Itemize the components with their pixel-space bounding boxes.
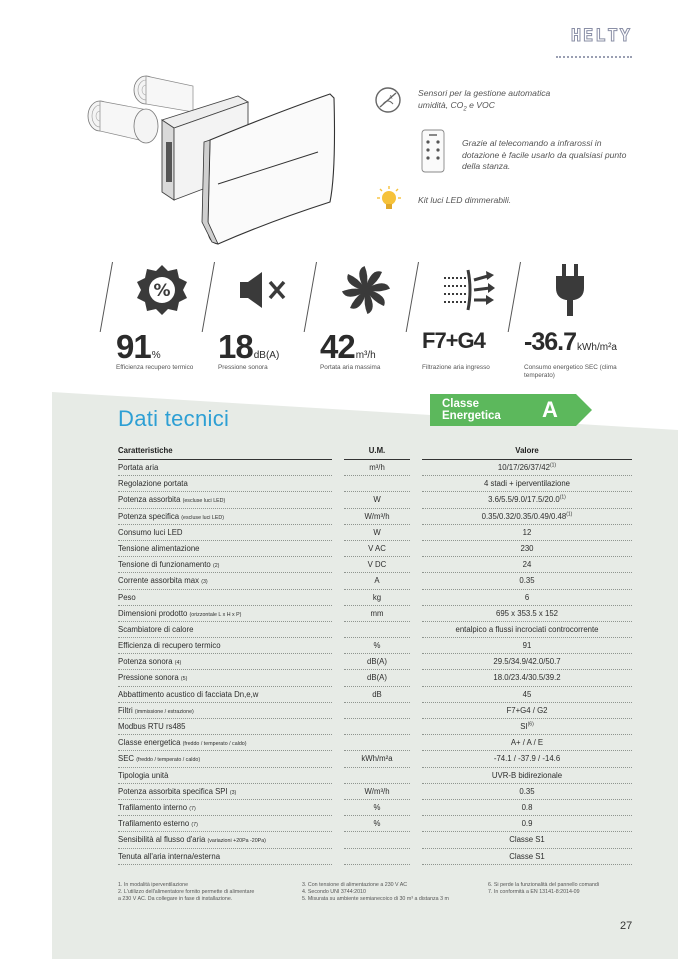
- row-value: entalpico a flussi incrociati controcorrente: [455, 624, 599, 634]
- row-unit: kg: [344, 590, 410, 606]
- row-characteristic-name: Tensione di funzionamento: [118, 560, 211, 570]
- row-characteristic-name: Tensione alimentazione: [118, 543, 200, 553]
- row-value: 0.35: [519, 576, 535, 586]
- table-row: [118, 751, 632, 767]
- row-characteristic-note: (immissione / estrazione): [134, 708, 194, 715]
- row-characteristic-note: (7): [189, 805, 196, 812]
- table-row: [118, 606, 632, 622]
- row-characteristic-name: Potenza sonora: [118, 657, 173, 667]
- row-value: 29.5/34.9/42.0/50.7: [493, 657, 561, 667]
- row-characteristic-name: Peso: [118, 592, 136, 602]
- table-row: [118, 784, 632, 800]
- row-characteristic-note: (4): [174, 660, 182, 667]
- row-value: F7+G4 / G2: [506, 705, 548, 715]
- row-value: 0.35: [519, 786, 535, 796]
- feature-led-text: Kit luci LED dimmerabili.: [418, 195, 512, 205]
- table-row: [118, 849, 632, 865]
- row-value-cell: [422, 768, 632, 784]
- row-characteristic: [118, 590, 332, 606]
- row-value-cell: [422, 573, 632, 589]
- table-row: [118, 557, 632, 573]
- row-value: 230: [520, 543, 534, 553]
- table-row: [118, 460, 632, 476]
- stat-filtration-value: F7+G4: [422, 328, 485, 353]
- row-characteristic: [118, 476, 332, 492]
- row-value: -74.1 / -37.9 / -14.6: [493, 754, 561, 764]
- table-header: [118, 443, 632, 460]
- row-characteristic: [118, 492, 332, 508]
- row-value: 18.0/23.4/30.5/39.2: [493, 673, 561, 683]
- row-characteristic-name: Potenza assorbita: [118, 495, 181, 505]
- footnotes-col-2: [302, 882, 492, 904]
- row-characteristic-name: Sensibilità al flusso d'aria: [118, 835, 206, 845]
- row-value-cell: [422, 849, 632, 865]
- row-value-cell: [422, 687, 632, 703]
- row-characteristic: [118, 638, 332, 654]
- row-value-cell: [422, 590, 632, 606]
- stat-energy: [520, 260, 640, 380]
- filter-airflow-icon: [440, 262, 496, 318]
- stat-efficiency: [112, 260, 214, 380]
- row-characteristic: [118, 622, 332, 638]
- row-unit: A: [344, 573, 410, 589]
- row-characteristic: [118, 557, 332, 573]
- row-characteristic-name: Potenza assorbita specifica SPI: [118, 786, 228, 796]
- table-row: [118, 509, 632, 525]
- row-characteristic-name: Efficienza di recupero termico: [118, 641, 221, 651]
- footnote: 2. L'utilizzo dell'alimentatore fornito permette di alimentare: [118, 889, 255, 896]
- row-characteristic: [118, 573, 332, 589]
- row-value-cell: [422, 541, 632, 557]
- technical-data-table: [118, 443, 632, 865]
- row-value-note: (1): [559, 494, 566, 501]
- footnote: 1. In modalità iperventilazione: [118, 882, 189, 888]
- footnote: 7. In conformità a EN 13141-8:2014-09: [488, 889, 580, 896]
- row-characteristic-note: (3): [201, 579, 208, 586]
- energy-class-label-line2: Energetica: [442, 410, 501, 422]
- stat-noise-desc: Pressione sonora: [218, 364, 268, 371]
- row-unit: W/m³/h: [344, 784, 410, 800]
- row-characteristic-name: Trafilamento esterno: [118, 819, 190, 829]
- header-unit: U.M.: [344, 443, 410, 460]
- row-value-cell: [422, 832, 632, 848]
- remote-control-icon: [418, 128, 448, 174]
- row-characteristic: [118, 460, 332, 476]
- row-unit: W: [344, 492, 410, 508]
- stat-noise-unit: dB(A): [253, 350, 280, 361]
- footnote: a 230 V AC. Da collegare in fase di installazione.: [118, 896, 233, 903]
- row-value-note: (1): [566, 510, 573, 517]
- row-value: 0.35/0.32/0.35/0.49/0.48: [481, 511, 567, 521]
- row-characteristic-name: Portata aria: [118, 463, 159, 472]
- light-bulb-icon: [374, 184, 404, 214]
- row-characteristic-name: Regolazione portata: [118, 479, 188, 489]
- table-row: [118, 492, 632, 508]
- row-value: 695 x 353.5 x 152: [496, 608, 558, 618]
- row-value: 45: [522, 689, 532, 699]
- table-row: [118, 832, 632, 848]
- feature-sensors-text: Sensori per la gestione automatica umidità, CO: [418, 88, 551, 110]
- fan-icon: [338, 262, 394, 318]
- row-value-cell: [422, 622, 632, 638]
- row-value: SI: [520, 722, 528, 731]
- row-characteristic: [118, 541, 332, 557]
- table-row: [118, 638, 632, 654]
- table-row: [118, 541, 632, 557]
- row-value-cell: [422, 751, 632, 767]
- row-characteristic-note: (3): [229, 789, 237, 796]
- row-characteristic-note: (2): [212, 563, 220, 570]
- row-characteristic-name: Potenza specifica: [118, 511, 180, 521]
- row-value: UVR-B bidirezionale: [491, 770, 563, 780]
- row-characteristic: [118, 606, 332, 622]
- row-unit: [344, 832, 410, 848]
- footnote: 4. Secondo UNI 3744:2010: [302, 889, 366, 896]
- feature-led: [418, 195, 578, 207]
- row-unit: V AC: [344, 541, 410, 557]
- co2-subscript: 2: [463, 106, 467, 113]
- row-unit: [344, 849, 410, 865]
- header-characteristics: Caratteristiche: [118, 443, 332, 460]
- row-characteristic-note: (escluse luci LED): [181, 514, 224, 521]
- stat-energy-value: -36.7: [524, 328, 576, 356]
- row-value-cell: [422, 606, 632, 622]
- product-illustration: [78, 72, 348, 254]
- feature-sensors-tail: e VOC: [466, 99, 495, 110]
- row-value: Classe S1: [509, 851, 545, 861]
- row-unit: [344, 719, 410, 735]
- table-row: [118, 816, 632, 832]
- row-unit: [344, 622, 410, 638]
- row-value-cell: [422, 703, 632, 719]
- row-characteristic-name: Abbattimento acustico di facciata Dn,e,w: [118, 689, 259, 699]
- row-value: 4 stadi + iperventilazione: [483, 479, 571, 489]
- table-row: [118, 687, 632, 703]
- row-value-cell: [422, 460, 632, 476]
- table-row: [118, 703, 632, 719]
- row-unit: [344, 703, 410, 719]
- row-characteristic: [118, 670, 332, 686]
- table-body: [118, 460, 632, 865]
- row-characteristic: [118, 784, 332, 800]
- stat-airflow-desc: Portata aria massima: [320, 364, 381, 371]
- row-value-cell: [422, 670, 632, 686]
- row-value-cell: [422, 719, 632, 735]
- row-value: 10/17/26/37/42: [497, 463, 550, 472]
- row-unit: W: [344, 525, 410, 541]
- svg-text:A: A: [389, 95, 393, 101]
- footnote: 3. Con tensione di alimentazione a 230 V AC: [302, 882, 408, 888]
- row-value-cell: [422, 735, 632, 751]
- row-characteristic-name: Tipologia unità: [118, 770, 169, 780]
- row-characteristic-note: (5): [180, 676, 188, 683]
- stat-airflow-value: 42: [320, 328, 355, 365]
- row-characteristic: [118, 849, 332, 865]
- row-characteristic-name: Filtri: [118, 705, 133, 715]
- row-value: 6: [524, 592, 530, 602]
- row-characteristic-note: (7): [191, 822, 198, 829]
- row-unit: [344, 735, 410, 751]
- row-unit: [344, 476, 410, 492]
- row-characteristic: [118, 525, 332, 541]
- row-value-note: (6): [527, 721, 534, 728]
- row-characteristic: [118, 800, 332, 816]
- stat-filtration-desc: Filtrazione aria ingresso: [422, 364, 490, 371]
- section-title: Dati tecnici: [118, 406, 230, 431]
- row-characteristic: [118, 735, 332, 751]
- row-unit: mm: [344, 606, 410, 622]
- stat-airflow-unit: m³/h: [355, 350, 376, 361]
- row-unit: dB(A): [344, 670, 410, 686]
- energy-class-label: [442, 398, 501, 422]
- row-unit: dB(A): [344, 654, 410, 670]
- no-smell-sensor-icon: [374, 86, 402, 114]
- table-row: [118, 525, 632, 541]
- svg-text:%: %: [153, 281, 171, 301]
- stat-airflow: [316, 260, 418, 380]
- row-value-cell: [422, 509, 632, 525]
- energy-class-label-line1: Classe: [442, 398, 480, 410]
- row-value: 91: [522, 641, 532, 651]
- table-row: [118, 800, 632, 816]
- stat-noise-value: 18: [218, 328, 253, 365]
- row-value-cell: [422, 492, 632, 508]
- brand-logo: HELTY: [570, 26, 632, 46]
- row-characteristic-name: Pressione sonora: [118, 673, 179, 683]
- row-characteristic-note: (escluse luci LED): [182, 498, 226, 505]
- row-value-cell: [422, 784, 632, 800]
- stat-efficiency-value: 91: [116, 328, 151, 365]
- stat-efficiency-unit: %: [151, 350, 161, 361]
- row-characteristic: [118, 768, 332, 784]
- row-value-cell: [422, 557, 632, 573]
- row-characteristic-name: Scambiatore di calore: [118, 624, 194, 634]
- row-value: Classe S1: [509, 835, 545, 845]
- speaker-mute-icon: [236, 262, 292, 318]
- stat-energy-unit: kWh/m²a: [576, 342, 617, 353]
- row-value: 3.6/5.5/9.0/17.5/20.0: [488, 495, 560, 505]
- stat-noise: [214, 260, 316, 380]
- row-unit: dB: [344, 687, 410, 703]
- row-characteristic-name: Tenuta all'aria interna/esterna: [118, 851, 221, 861]
- stat-energy-desc: Consumo energetico SEC (clima temperato): [524, 364, 617, 379]
- row-unit: %: [344, 816, 410, 832]
- row-characteristic-name: Trafilamento interno: [118, 802, 188, 812]
- row-unit: W/m³/h: [344, 509, 410, 525]
- energy-class-badge: [430, 394, 592, 426]
- header-value: Valore: [422, 443, 632, 460]
- logo-dots-divider: [556, 56, 632, 58]
- table-row: [118, 590, 632, 606]
- footnote: 6. Si perde la funzionalità del pannello comandi: [488, 882, 600, 888]
- row-unit: %: [344, 638, 410, 654]
- table-row: [118, 654, 632, 670]
- row-characteristic-name: SEC: [118, 754, 135, 764]
- row-unit: [344, 768, 410, 784]
- row-value-cell: [422, 800, 632, 816]
- row-characteristic: [118, 832, 332, 848]
- energy-class-letter: A: [542, 397, 558, 422]
- table-row: [118, 719, 632, 735]
- footnotes-col-1: [118, 882, 298, 904]
- row-value-note: (1): [549, 462, 557, 469]
- row-characteristic-note: (variazioni +20Pa -20Pa): [207, 838, 266, 845]
- stat-efficiency-desc: Efficienza recupero termico: [116, 364, 194, 371]
- power-plug-icon: [542, 262, 598, 318]
- row-characteristic: [118, 816, 332, 832]
- row-characteristic: [118, 719, 332, 735]
- row-value-cell: [422, 476, 632, 492]
- row-value: 0.9: [521, 819, 533, 829]
- row-unit: V DC: [344, 557, 410, 573]
- key-stats-row: [112, 260, 640, 380]
- row-characteristic: [118, 687, 332, 703]
- row-characteristic-note: (freddo / temperato / caldo): [182, 741, 247, 748]
- row-value-cell: [422, 638, 632, 654]
- table-row: [118, 573, 632, 589]
- row-characteristic-name: Corrente assorbita max: [118, 576, 200, 586]
- row-characteristic-name: Dimensioni prodotto: [118, 608, 188, 618]
- row-value-cell: [422, 816, 632, 832]
- row-unit: kWh/m²a: [344, 751, 410, 767]
- feature-sensors: [418, 88, 558, 116]
- row-value-cell: [422, 525, 632, 541]
- table-row: [118, 735, 632, 751]
- table-row: [118, 476, 632, 492]
- stat-filtration: [418, 260, 520, 380]
- percent-badge-icon: [134, 262, 190, 318]
- row-unit: %: [344, 800, 410, 816]
- page-number: 27: [620, 920, 633, 932]
- row-characteristic-name: Consumo luci LED: [118, 527, 183, 537]
- row-value: 0.8: [521, 802, 533, 812]
- row-characteristic-name: Modbus RTU rs485: [118, 722, 186, 731]
- row-characteristic: [118, 509, 332, 525]
- row-characteristic: [118, 703, 332, 719]
- feature-remote-text: Grazie al telecomando a infrarossi in dotazione è facile usarlo da qualsiasi punto della stanza.: [462, 138, 627, 171]
- row-value: 24: [522, 560, 532, 570]
- row-value: 12: [522, 527, 532, 537]
- footnotes-col-3: [488, 882, 648, 896]
- row-characteristic-name: Classe energetica: [118, 738, 181, 748]
- table-row: [118, 622, 632, 638]
- stat-divider: [100, 262, 113, 332]
- table-row: [118, 670, 632, 686]
- row-value: A+ / A / E: [510, 738, 544, 748]
- row-value-cell: [422, 654, 632, 670]
- feature-remote: [462, 138, 632, 173]
- row-characteristic-note: (orizzontale L x H x P): [189, 611, 242, 618]
- table-row: [118, 768, 632, 784]
- footnote: 5. Misurata su ambiente semianecoico di 30 m³ a distanza 3 m: [302, 896, 449, 903]
- row-characteristic: [118, 751, 332, 767]
- row-characteristic-note: (freddo / temperato / caldo): [136, 757, 201, 764]
- row-characteristic: [118, 654, 332, 670]
- row-unit: m³/h: [344, 460, 410, 476]
